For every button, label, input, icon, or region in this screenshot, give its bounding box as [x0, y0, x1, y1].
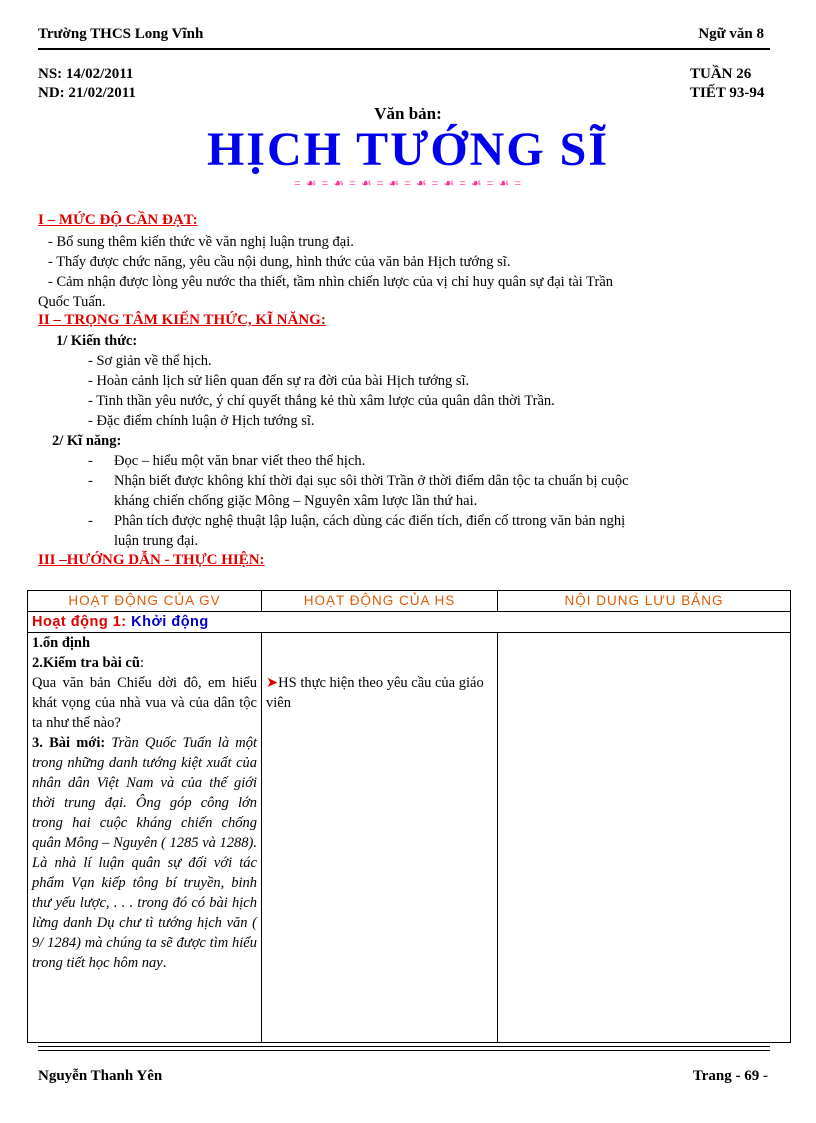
footer-author: Nguyễn Thanh Yên [38, 1068, 163, 1084]
table-header-row [28, 591, 791, 612]
activity-name: Khởi động [131, 614, 209, 630]
skills-heading: 2/ Kĩ năng: [52, 433, 122, 449]
skills-bullet: - [88, 473, 93, 489]
skills-item: Nhận biết được không khí thời đại sục sôi thời Trần ở thời điểm dân tộc ta chuẩn bị cuộc [114, 473, 629, 489]
col-header-gv: HOẠT ĐỘNG CỦA GV [28, 591, 262, 612]
skills-item: Phân tích được nghệ thuật lập luận, cách dùng các điển tích, điển cố ttrong văn bản nghị [114, 513, 626, 529]
knowledge-item: - Hoàn cảnh lịch sử liên quan đến sự ra đời của bài Hịch tướng sĩ. [88, 373, 470, 389]
knowledge-heading: 1/ Kiến thức: [56, 333, 138, 349]
activity-row [28, 612, 791, 633]
lesson-table [27, 590, 791, 1043]
gv-step-2: 2.Kiểm tra bài cũ: [32, 655, 144, 671]
section-1-item: Quốc Tuấn. [38, 294, 106, 310]
week-label: TUẦN 26 [690, 66, 752, 82]
board-content-cell [498, 633, 791, 1043]
section-2-heading: II – TRỌNG TÂM KIẾN THỨC, KĨ NĂNG: [38, 312, 326, 328]
title-ornament: = ☙ = ☙ = ☙ = ☙ = ☙ = ☙ = ☙ = ☙ = [294, 176, 522, 190]
header-divider [38, 48, 770, 50]
skills-item: luận trung đại. [114, 533, 199, 549]
gv-activity-cell [28, 633, 262, 1043]
gv-step-1: 1.ổn định [32, 635, 91, 651]
col-header-hs: HOẠT ĐỘNG CỦA HS [262, 591, 498, 612]
knowledge-item: - Sơ giản về thể hịch. [88, 353, 212, 369]
hs-activity-cell [262, 633, 498, 1043]
period-label: TIẾT 93-94 [690, 85, 765, 101]
school-name: Trường THCS Long Vĩnh [38, 26, 204, 42]
footer-divider-top [38, 1046, 770, 1047]
footer-divider-bottom [38, 1050, 770, 1051]
doc-type-label: Văn bản: [374, 104, 442, 123]
skills-bullet: - [88, 453, 93, 469]
section-1-item: - Cảm nhận được lòng yêu nước tha thiết, tầm nhìn chiến lược của vị chỉ huy quân sự đại tài Trần [48, 274, 614, 290]
arrow-bullet-icon: ➤ [266, 675, 279, 691]
col-header-board: NỘI DUNG LƯU BẢNG [498, 591, 791, 612]
section-3-heading: III –HƯỚNG DẪN - THỰC HIỆN: [38, 552, 265, 568]
section-1-item: - Bổ sung thêm kiến thức về văn nghị luận trung đại. [48, 234, 354, 250]
gv-question: Qua văn bản Chiếu dời đô, em hiểu khát vọng của nhà vua và của dân tộc ta như thế nào? [32, 675, 257, 731]
skills-item: kháng chiến chống giặc Mông – Nguyên xâm lược lần thứ hai. [114, 493, 478, 509]
nd-date: ND: 21/02/2011 [38, 85, 136, 101]
knowledge-item: - Đặc điểm chính luận ở Hịch tướng sĩ. [88, 413, 315, 429]
activity-label: Hoạt động 1: [32, 614, 132, 630]
skills-bullet: - [88, 513, 93, 529]
ns-date: NS: 14/02/2011 [38, 66, 134, 82]
knowledge-item: - Tinh thần yêu nước, ý chí quyết thắng kẻ thù xâm lược của quân dân thời Trần. [88, 393, 555, 409]
gv-step-3: 3. Bài mới: Trần Quốc Tuấn là một trong những danh tướng kiệt xuất của nhân dân Việt Nam và của thế giới thời trung đại. Ông góp công lớn trong hai cuộc kháng chiến chống quân Mông – Nguyên ( 1285 và 1288). Là nhà lí luận quân sự đối với tác phẩm Vạn kiếp tông bí truyền, binh thư yếu lược, . . . trong đó có bài hịch lừng danh Dụ chư tì tướng hịch văn ( 9/ 1284) mà chúng ta sẽ được tìm hiểu trong tiết học hôm nay. [32, 735, 258, 971]
page-title: HỊCH TƯỚNG SĨ [206, 123, 610, 176]
section-1-heading: I – MỨC ĐỘ CẦN ĐẠT: [38, 212, 198, 228]
hs-response: ➤HS thực hiện theo yêu cầu của giáo viên [266, 675, 484, 711]
subject-name: Ngữ văn 8 [698, 26, 764, 42]
table-row [28, 633, 791, 1043]
page-number: Trang - 69 - [692, 1068, 768, 1084]
section-1-item: - Thấy được chức năng, yêu cầu nội dung, hình thức của văn bản Hịch tướng sĩ. [48, 254, 511, 270]
skills-item: Đọc – hiểu một văn bnar viết theo thể hịch. [114, 453, 366, 469]
activity-heading [28, 612, 791, 633]
